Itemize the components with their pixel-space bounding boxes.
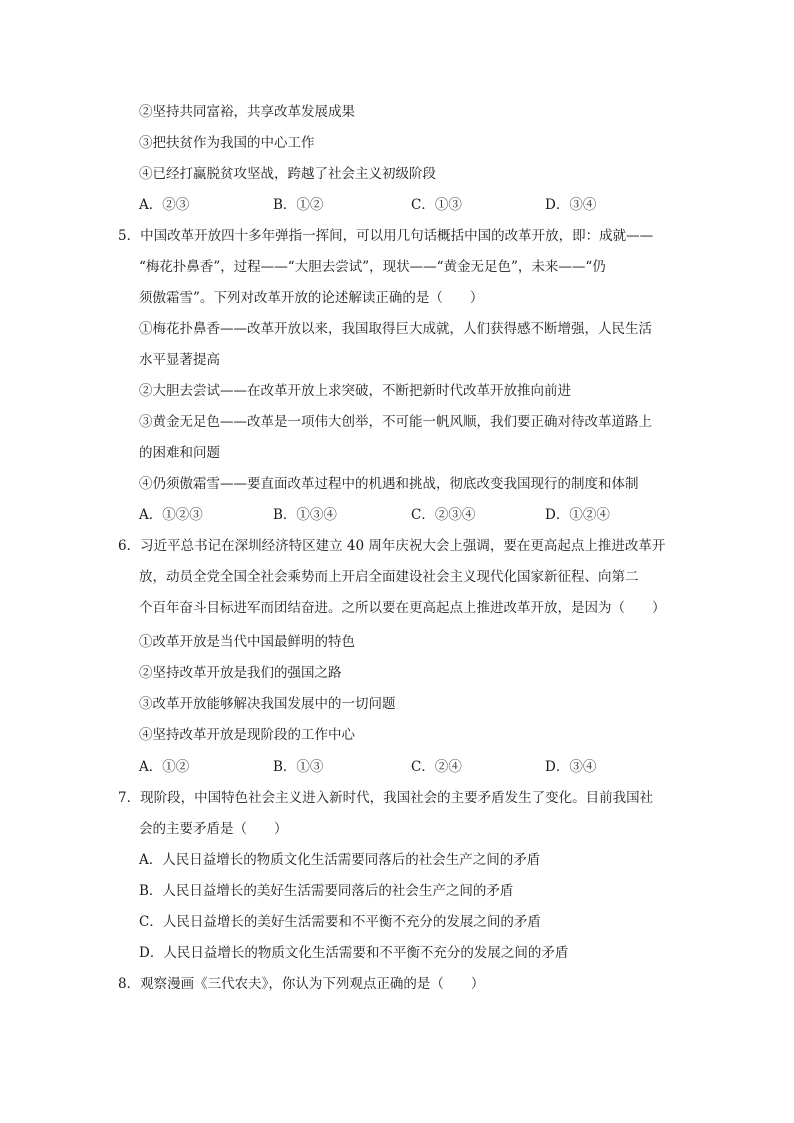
q7-option-a: A．人民日益增长的物质文化生活需要同落后的社会生产之间的矛盾 [139, 852, 541, 868]
q5-stem-line-1: 5．中国改革开放四十多年弹指一挥间，可以用几句话概括中国的改革开放，即：成就—— [118, 228, 654, 244]
q6-statement-3: ③改革开放能够解决我国发展中的一切问题 [139, 696, 396, 712]
q4-option-b: B．①② [273, 197, 324, 213]
q4-statement-4: ④已经打赢脱贫攻坚战，跨越了社会主义初级阶段 [139, 166, 436, 182]
q7-option-c: C．人民日益增长的美好生活需要和不平衡不充分的发展之间的矛盾 [139, 914, 541, 930]
q4-statement-3: ③把扶贫作为我国的中心工作 [139, 135, 315, 151]
q5-option-a: A．①②③ [139, 507, 203, 523]
q5-option-b: B．①③④ [273, 507, 337, 523]
q6-statement-1: ①改革开放是当代中国最鲜明的特色 [139, 634, 355, 650]
q7-option-b: B．人民日益增长的美好生活需要同落后的社会生产之间的矛盾 [139, 883, 514, 899]
q4-option-d: D．③④ [545, 197, 597, 213]
q6-stem-line-2: 放，动员全党全国全社会乘势而上开启全面建设社会主义现代化国家新征程、向第二 [139, 569, 639, 585]
q8-stem: 8．观察漫画《三代农夫》，你认为下列观点正确的是（ ） [118, 976, 485, 992]
q4-option-c: C．①③ [411, 197, 462, 213]
q7-stem-line-2: 会的主要矛盾是（ ） [139, 821, 288, 837]
q5-statement-1: ①梅花扑鼻香——改革开放以来，我国取得巨大成就，人们获得感不断增强，人民生活 [139, 321, 652, 337]
q5-option-c: C．②③④ [411, 507, 476, 523]
q5-statement-1-cont: 水平显著提高 [139, 352, 220, 368]
q6-option-b: B．①③ [273, 759, 324, 775]
q6-option-a: A．①② [139, 759, 190, 775]
q6-stem-line-3: 个百年奋斗目标进军而团结奋进。之所以要在更高起点上推进改革开放，是因为（ ） [139, 600, 666, 616]
q5-stem-line-3: 须傲霜雪”。下列对改革开放的论述解读正确的是（ ） [139, 290, 484, 306]
q4-statement-2: ②坚持共同富裕，共享改革发展成果 [139, 104, 355, 120]
q5-statement-2: ②大胆去尝试——在改革开放上求突破，不断把新时代改革开放推向前进 [139, 383, 571, 399]
q7-option-d: D．人民日益增长的物质文化生活需要和不平衡不充分的发展之间的矛盾 [139, 945, 569, 961]
q4-option-a: A．②③ [139, 197, 190, 213]
q5-statement-3-cont: 的困难和问题 [139, 445, 220, 461]
q7-stem-line-1: 7．现阶段，中国特色社会主义进入新时代，我国社会的主要矛盾发生了变化。目前我国社 [118, 790, 654, 806]
q6-option-c: C．②④ [411, 759, 462, 775]
q5-statement-3: ③黄金无足色——改革是一项伟大创举，不可能一帆风顺，我们要正确对待改革道路上 [139, 414, 652, 430]
q6-statement-2: ②坚持改革开放是我们的强国之路 [139, 665, 342, 681]
q6-option-d: D．③④ [545, 759, 597, 775]
q5-option-d: D．①②④ [545, 507, 610, 523]
q6-stem-line-1: 6．习近平总书记在深圳经济特区建立 40 周年庆祝大会上强调，要在更高起点上推进改革开 [118, 538, 666, 554]
q5-statement-4: ④仍须傲霜雪——要直面改革过程中的机遇和挑战，彻底改变我国现行的制度和体制 [139, 476, 639, 492]
q5-stem-line-2: “梅花扑鼻香”，过程——“大胆去尝试”，现状——“黄金无足色”，未来——“仍 [139, 259, 606, 275]
q6-statement-4: ④坚持改革开放是现阶段的工作中心 [139, 727, 355, 743]
